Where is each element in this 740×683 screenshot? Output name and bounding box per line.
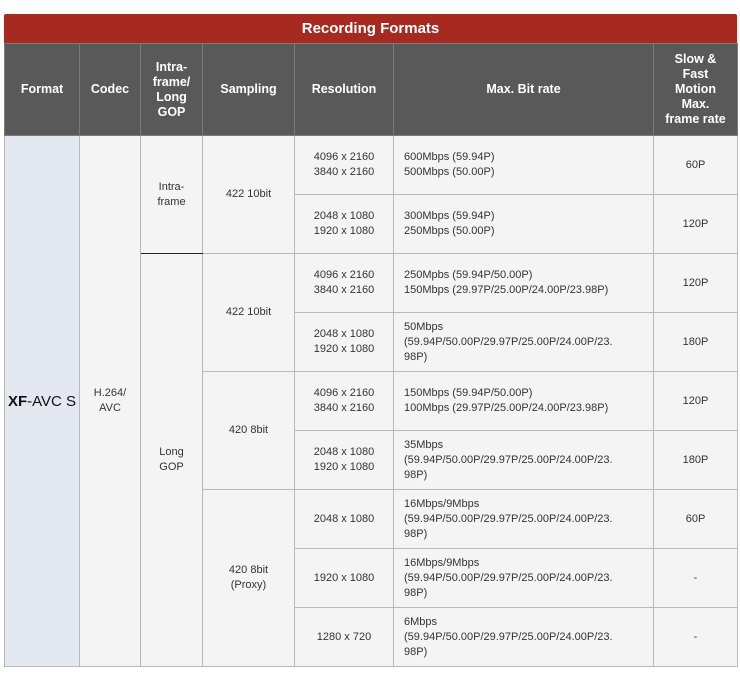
header-gop: Intra- frame/ Long GOP (141, 44, 203, 136)
bitrate-cell: 250Mpbs (59.94P/50.00P) 150Mbps (29.97P/25.00P/24.00P/23.98P) (394, 254, 654, 313)
format-cell (5, 136, 80, 667)
bitrate-cell: 35Mbps (59.94P/50.00P/29.97P/25.00P/24.00P/23. 98P) (394, 431, 654, 490)
sampling-cell: 420 8bit (203, 372, 295, 490)
header-resolution: Resolution (295, 44, 394, 136)
frame-rate-cell: 120P (654, 195, 738, 254)
frame-rate-cell: - (654, 608, 738, 667)
resolution-cell: 1280 x 720 (295, 608, 394, 667)
bitrate-cell: 150Mbps (59.94P/50.00P) 100Mbps (29.97P/25.00P/24.00P/23.98P) (394, 372, 654, 431)
format-rest: -AVC S (27, 392, 77, 410)
bitrate-cell: 300Mbps (59.94P) 250Mbps (50.00P) (394, 195, 654, 254)
resolution-cell: 1920 x 1080 (295, 549, 394, 608)
bitrate-cell: 16Mbps/9Mbps (59.94P/50.00P/29.97P/25.00P/24.00P/23. 98P) (394, 549, 654, 608)
bitrate-cell: 50Mbps (59.94P/50.00P/29.97P/25.00P/24.00P/23. 98P) (394, 313, 654, 372)
table-title: Recording Formats (4, 14, 737, 43)
format-bold: XF (7, 392, 28, 410)
resolution-cell: 4096 x 2160 3840 x 2160 (295, 254, 394, 313)
header-codec: Codec (80, 44, 141, 136)
bitrate-cell: 6Mbps (59.94P/50.00P/29.97P/25.00P/24.00P/23. 98P) (394, 608, 654, 667)
table-row (5, 136, 738, 195)
bitrate-cell: 600Mbps (59.94P) 500Mbps (50.00P) (394, 136, 654, 195)
header-sampling: Sampling (203, 44, 295, 136)
gop-intra-cell: Intra- frame (141, 136, 203, 254)
resolution-cell: 2048 x 1080 1920 x 1080 (295, 195, 394, 254)
frame-rate-cell: 120P (654, 254, 738, 313)
header-slow-fast: Slow & Fast Motion Max. frame rate (654, 44, 738, 136)
sampling-cell: 422 10bit (203, 136, 295, 254)
header-row (5, 44, 738, 136)
bitrate-cell: 16Mbps/9Mbps (59.94P/50.00P/29.97P/25.00P/24.00P/23. 98P) (394, 490, 654, 549)
resolution-cell: 2048 x 1080 1920 x 1080 (295, 431, 394, 490)
resolution-cell: 2048 x 1080 1920 x 1080 (295, 313, 394, 372)
frame-rate-cell: 180P (654, 313, 738, 372)
codec-cell: H.264/ AVC (80, 136, 141, 667)
sampling-cell: 420 8bit (Proxy) (203, 490, 295, 667)
frame-rate-cell: 120P (654, 372, 738, 431)
resolution-cell: 4096 x 2160 3840 x 2160 (295, 136, 394, 195)
frame-rate-cell: 60P (654, 490, 738, 549)
resolution-cell: 4096 x 2160 3840 x 2160 (295, 372, 394, 431)
frame-rate-cell: 180P (654, 431, 738, 490)
frame-rate-cell: - (654, 549, 738, 608)
header-bitrate: Max. Bit rate (394, 44, 654, 136)
header-format: Format (5, 44, 80, 136)
sampling-cell: 422 10bit (203, 254, 295, 372)
frame-rate-cell: 60P (654, 136, 738, 195)
resolution-cell: 2048 x 1080 (295, 490, 394, 549)
recording-formats-table (4, 43, 738, 667)
gop-long-cell: Long GOP (141, 254, 203, 667)
